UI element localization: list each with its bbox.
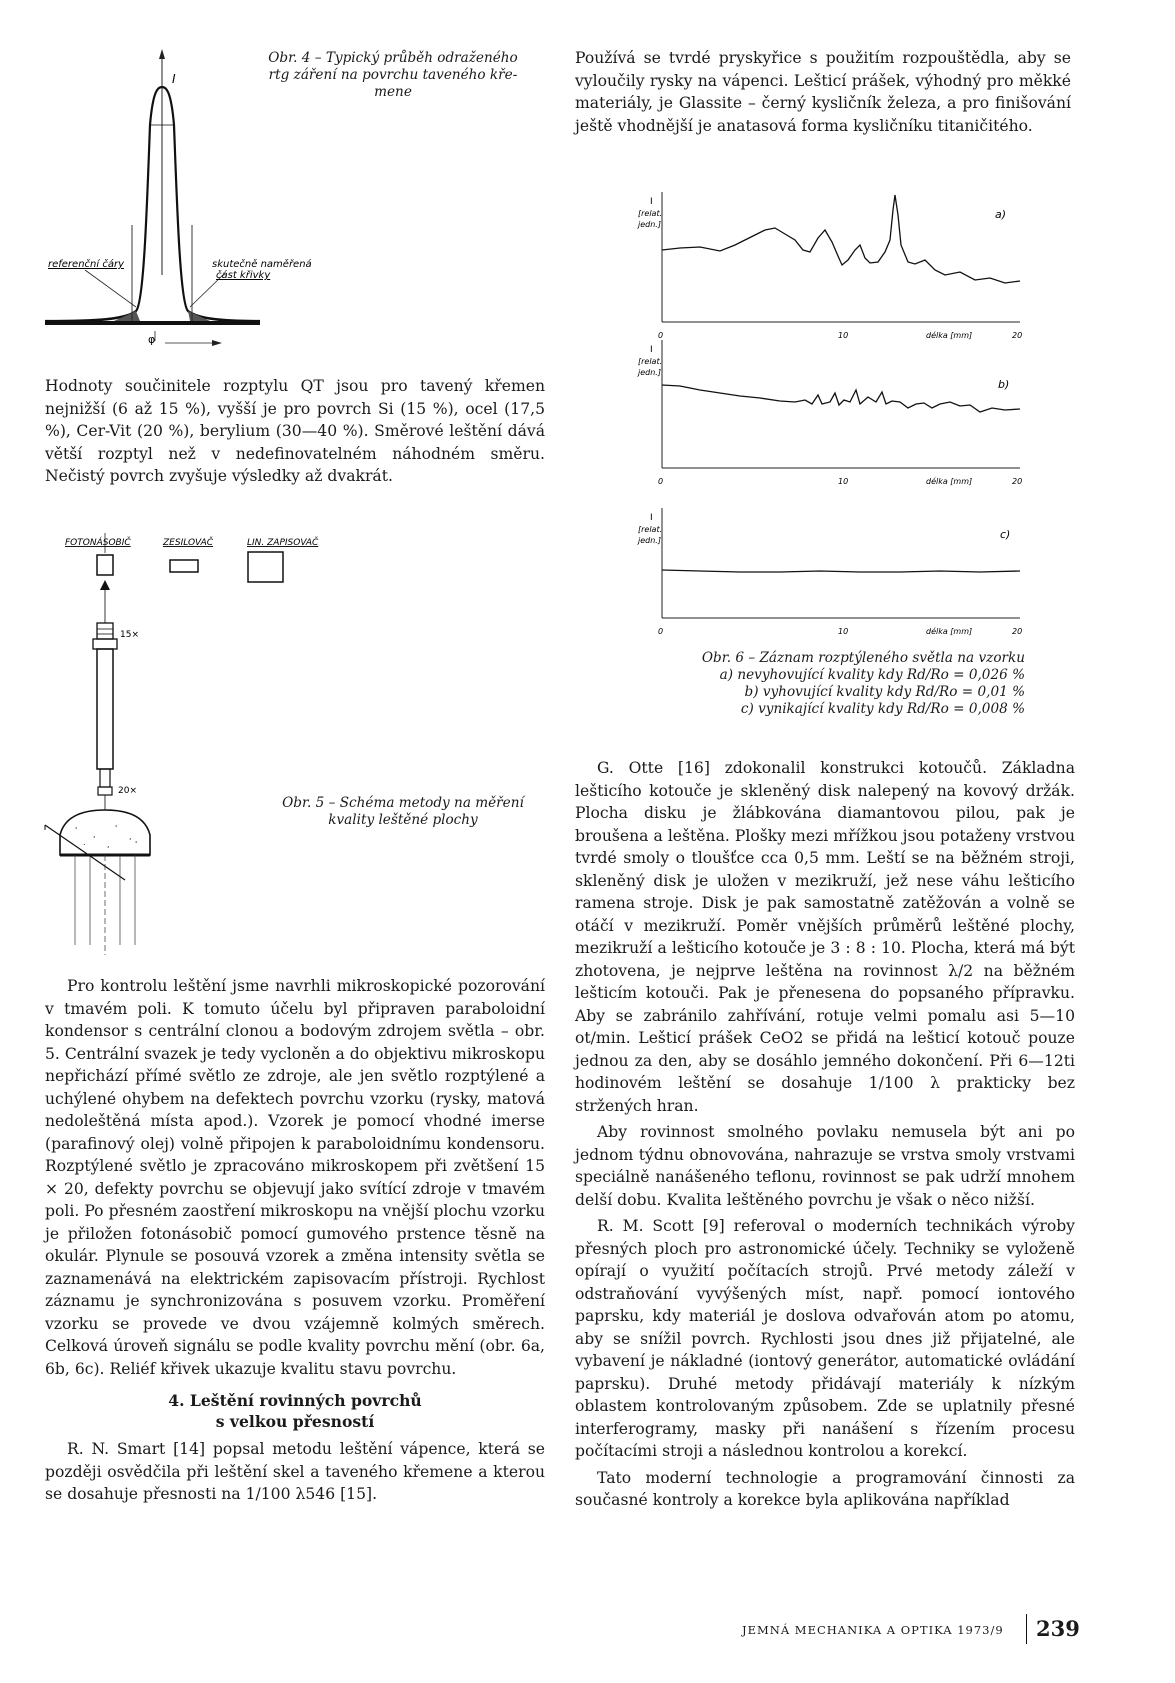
fig6b-tick-10: 10: [838, 477, 849, 486]
fig5-label-pmt: FOTONÁSOBIČ: [65, 538, 131, 548]
fig6c-panel-label: c): [1000, 528, 1011, 541]
svg-text:': ': [115, 824, 118, 833]
right-top-text: Používá se tvrdé pryskyřice s použitím rozpouštědla, aby se vyloučily rysky na vápenci. Lešticí prášek, výhodný pro měkké materiály, je Glassite – černý kysličník železa, a pro finišování ještě vhodnější je anatasová forma kysličníku titaničitého.: [575, 49, 1071, 135]
fig6a-ylabel-3: jedn.]: [638, 220, 661, 229]
fig5-label-20: 20×: [118, 786, 137, 796]
fig6c-tick-20: 20: [1012, 627, 1023, 636]
fig6c-ylabel-3: jedn.]: [638, 536, 661, 545]
footer-journal: JEMNÁ MECHANIKA A OPTIKA 1973/9: [742, 1623, 1004, 1637]
section-heading-line1: 4. Leštění rovinných povrchů: [168, 1391, 422, 1410]
svg-text:,: ,: [107, 840, 110, 849]
fig4-caption-line1: Obr. 4 – Typický průběh odraženého: [268, 50, 518, 66]
fig6b-tick-0: 0: [658, 477, 664, 486]
fig6b-ylabel-2: [relat.: [638, 357, 663, 366]
fig5-label-amp: ZESILOVAČ: [163, 538, 214, 548]
fig6-panel-b: [637, 340, 1022, 486]
fig5-caption-line2: kvality leštěné plochy: [328, 812, 478, 828]
page-number: 239: [1036, 1616, 1080, 1641]
fig6b-panel-label: b): [998, 378, 1010, 391]
fig6a-tick-10: 10: [838, 331, 849, 340]
fig6c-tick-0: 0: [658, 627, 664, 636]
fig6a-panel-label: a): [995, 208, 1007, 221]
right-paragraph-2: Aby rovinnost smolného povlaku nemusela být ani po jednom týdnu obnovována, nahrazuje se vrstva smoly vrstvami speciálně nanášeného teflonu, rovinnost se pak udrží mnohem delší dobu. Kvalita leštěného povrchu je však o něco nižší.: [575, 1123, 1075, 1209]
svg-text:.: .: [83, 838, 86, 847]
right-paragraph-4: Tato moderní technologie a programování činnosti za současné kontroly a korekce byla aplikována například: [575, 1468, 1075, 1509]
fig6-caption-b: b) vyhovující kvality kdy Rd/Ro = 0,01 %: [744, 684, 1025, 700]
footer-divider: [1026, 1614, 1027, 1644]
figure-6-caption: [620, 650, 1025, 718]
fig6-caption-a: a) nevyhovující kvality kdy Rd/Ro = 0,026 %: [719, 667, 1025, 683]
fig6c-xlabel: délka [mm]: [926, 627, 973, 636]
figure-6: [620, 190, 1035, 650]
section-heading-line2: s velkou přesností: [215, 1412, 375, 1431]
fig5-label-rec: LIN. ZAPISOVAČ: [247, 538, 319, 548]
left-bottom-paragraph-2: R. N. Smart [14] popsal metodu leštění vápence, která se později osvědčila při leštění skel a taveného křemene a kterou se dosahuje přesnosti na 1/100 λ546 [15].: [45, 1440, 545, 1503]
fig4-caption-line3: mene: [374, 84, 412, 100]
right-paragraph-3: R. M. Scott [9] referoval o moderních technikách výroby přesných ploch pro astronomické účely. Techniky se vyloženě opírají o využití počítacích strojů. Prvé metody záleží v odstraňování vyvýšených míst, např. pomocí iontového paprsku, kdy materiál je doslova odvařován atom po atomu, aby se snížil povrch. Rychlosti jsou dnes již přijatelné, ale vybavení je nákladné (iontový generátor, automatické ovládání paprsku). Druhé metody přidávají materiály k nízkým oblastem kontrolovaným způsobem. Zde se uplatnily přesné interferogramy, masky při nanášení s řízením procesu počítacími stroji a následnou kontrolou a korekcí.: [575, 1217, 1075, 1460]
fig6-panel-a: [637, 192, 1022, 340]
fig6c-ylabel-2: [relat.: [638, 525, 663, 534]
section-heading: [45, 1390, 545, 1432]
figure-5: [45, 525, 365, 965]
fig4-axis-i: I: [172, 72, 176, 86]
fig4-caption-line2: rtg záření na povrchu taveného kře-: [268, 67, 518, 83]
fig6b-tick-20: 20: [1012, 477, 1023, 486]
fig6a-ylabel-2: [relat.: [638, 209, 663, 218]
fig6-caption-c: c) vynikající kvality kdy Rd/Ro = 0,008 %: [740, 701, 1025, 717]
svg-text:,: ,: [129, 832, 132, 841]
right-bottom-column: [575, 757, 1075, 1516]
fig4-label-real-1: skutečně naměřená: [212, 259, 312, 270]
fig5-caption-line1: Obr. 5 – Schéma metody na měření: [282, 795, 524, 811]
right-paragraph-1: G. Otte [16] zdokonalil konstrukci kotoučů. Základna lešticího kotouče je skleněný disk nalepený na kovový držák. Plocha disku je žlábkována diamantovou pilou, pak je broušena a leštěna. Plošky mezi mřížkou jsou potaženy vrstvou tvrdé smoly o tloušťce cca 0,5 mm. Leští se na běžném stroji, skleněný disk je uložen v mezikruží, jež nese váhu lešticího ramena stroje. Disk je pak samostatně zatěžován a volně se otáčí v mezikruží. Poměr vnějších průměrů leštěné plochy, mezikruží a lešticího kotouče je 3 : 8 : 10. Plocha, která má být zhotovena, je nejprve leštěna na rovinnost λ/2 na běžném lešticím kotouči. Pak je přenesena do popsaného přípravku. Aby se zabránilo zahřívání, rotuje velmi pomalu asi 5—10 ot/min. Lešticí prášek CeO2 se přidá na lešticí kotouč pouze jednou za den, aby se dosáhlo jemného dokončení. Při 6—12ti hodinovém leštění se dosahuje 1/100 λ prakticky bez stržených hran.: [575, 759, 1075, 1115]
fig6c-ylabel-1: I: [650, 513, 653, 523]
fig6-caption-title: Obr. 6 – Záznam rozptýleného světla na vzorku: [701, 650, 1025, 666]
fig6-panel-c: [637, 508, 1022, 636]
fig5-label-15: 15×: [120, 630, 139, 640]
figure-4-caption: [238, 50, 548, 101]
fig4-label-real-2: část křivky: [216, 270, 271, 281]
left-mid-text: Hodnoty součinitele rozptylu QT jsou pro tavený křemen nejnižší (6 až 15 %), vyšší je pro povrch Si (15 %), ocel (17,5 %), Cer-Vit (20 %), berylium (30—40 %). Směrové leštění dává větší rozptyl než v nedefinovatelném náhodném směru. Nečistý povrch zvyšuje výsledky až dvakrát.: [45, 377, 545, 485]
left-bottom-paragraph-1: Pro kontrolu leštění jsme navrhli mikroskopické pozorování v tmavém poli. K tomuto účelu byl připraven paraboloidní kondensor s centrální clonou a bodovým zdrojem světla – obr. 5. Centrální svazek je tedy vycloněn a do objektivu mikroskopu nepřichází přímé světlo ze zdroje, ale jen světlo rozptýlené a uchýlené ohybem na defektech povrchu vzorku (rysky, matová nedoleštěná místa apod.). Vzorek je pomocí vhodné imerse (parafinový olej) volně připojen k paraboloidnímu kondensoru. Rozptýlené světlo je zpracováno mikroskopem při zvětšení 15 × 20, defekty povrchu se objevují jako svítící zdroje v tmavém poli. Po přesném zaostření mikroskopu na vnější plochu vzorku je přiložen fotonásobič pomocí gumového prstence těsně na okulár. Plynule se posouvá vzorek a změna intensity světla se zaznamenává na elektrickém zapisovacím přístroji. Rychlost záznamu je synchronizována s posuvem vzorku. Proměření vzorku se provede ve dvou vzájemně kolmých směrech. Celková úroveň signálu se podle kvality povrchu mění (obr. 6a, 6b, 6c). Reliéf křivek ukazuje kvalitu stavu povrchu.: [45, 977, 545, 1378]
fig6a-ylabel-1: I: [650, 197, 653, 207]
left-mid-paragraph: [45, 375, 545, 492]
left-bottom-column: [45, 975, 545, 1510]
fig6a-tick-0: 0: [658, 331, 664, 340]
fig4-label-ref: referenční čáry: [48, 259, 124, 270]
fig6a-tick-20: 20: [1012, 331, 1023, 340]
svg-text:,: ,: [93, 830, 96, 839]
fig4-axis-phi: φ: [148, 333, 156, 346]
svg-text:': ': [135, 840, 138, 849]
svg-text:': ': [75, 826, 78, 835]
fig6b-xlabel: délka [mm]: [926, 477, 973, 486]
fig6b-ylabel-3: jedn.]: [638, 368, 661, 377]
fig6c-tick-10: 10: [838, 627, 849, 636]
fig6a-xlabel: délka [mm]: [926, 331, 973, 340]
figure-4: [40, 45, 312, 346]
fig6b-ylabel-1: I: [650, 345, 653, 355]
figure-5-caption: [258, 795, 548, 829]
right-top-paragraph: [575, 47, 1071, 141]
